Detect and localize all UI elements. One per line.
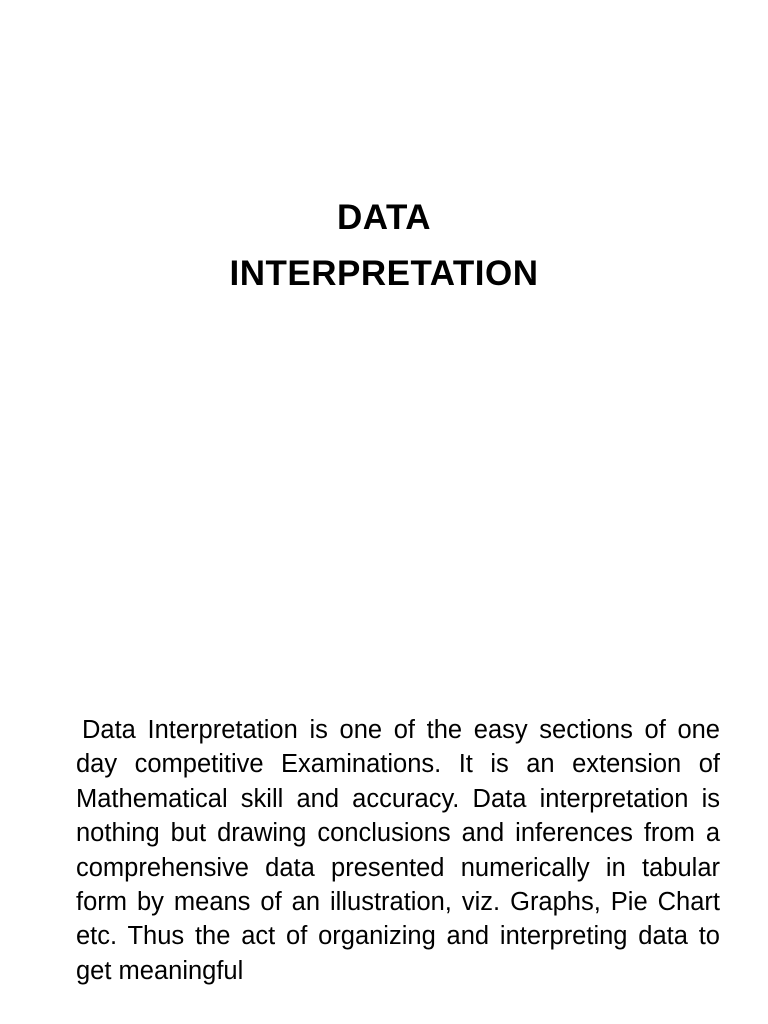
body-paragraph: Data Interpretation is one of the easy sections of one day competitive Examinations. It is an extension of Mathematical skill and accuracy. Data interpretation is nothing but drawing conclusions and inferences from a comprehensive data presented numerically in tabular form by means of an illustration, viz. Graphs, Pie Chart etc. Thus the act of organizing and interpreting data to get meaningful: [76, 716, 720, 985]
page-title: [0, 190, 768, 302]
title-line-1: DATA: [336, 198, 431, 237]
title-line-2: INTERPRETATION: [229, 254, 539, 293]
